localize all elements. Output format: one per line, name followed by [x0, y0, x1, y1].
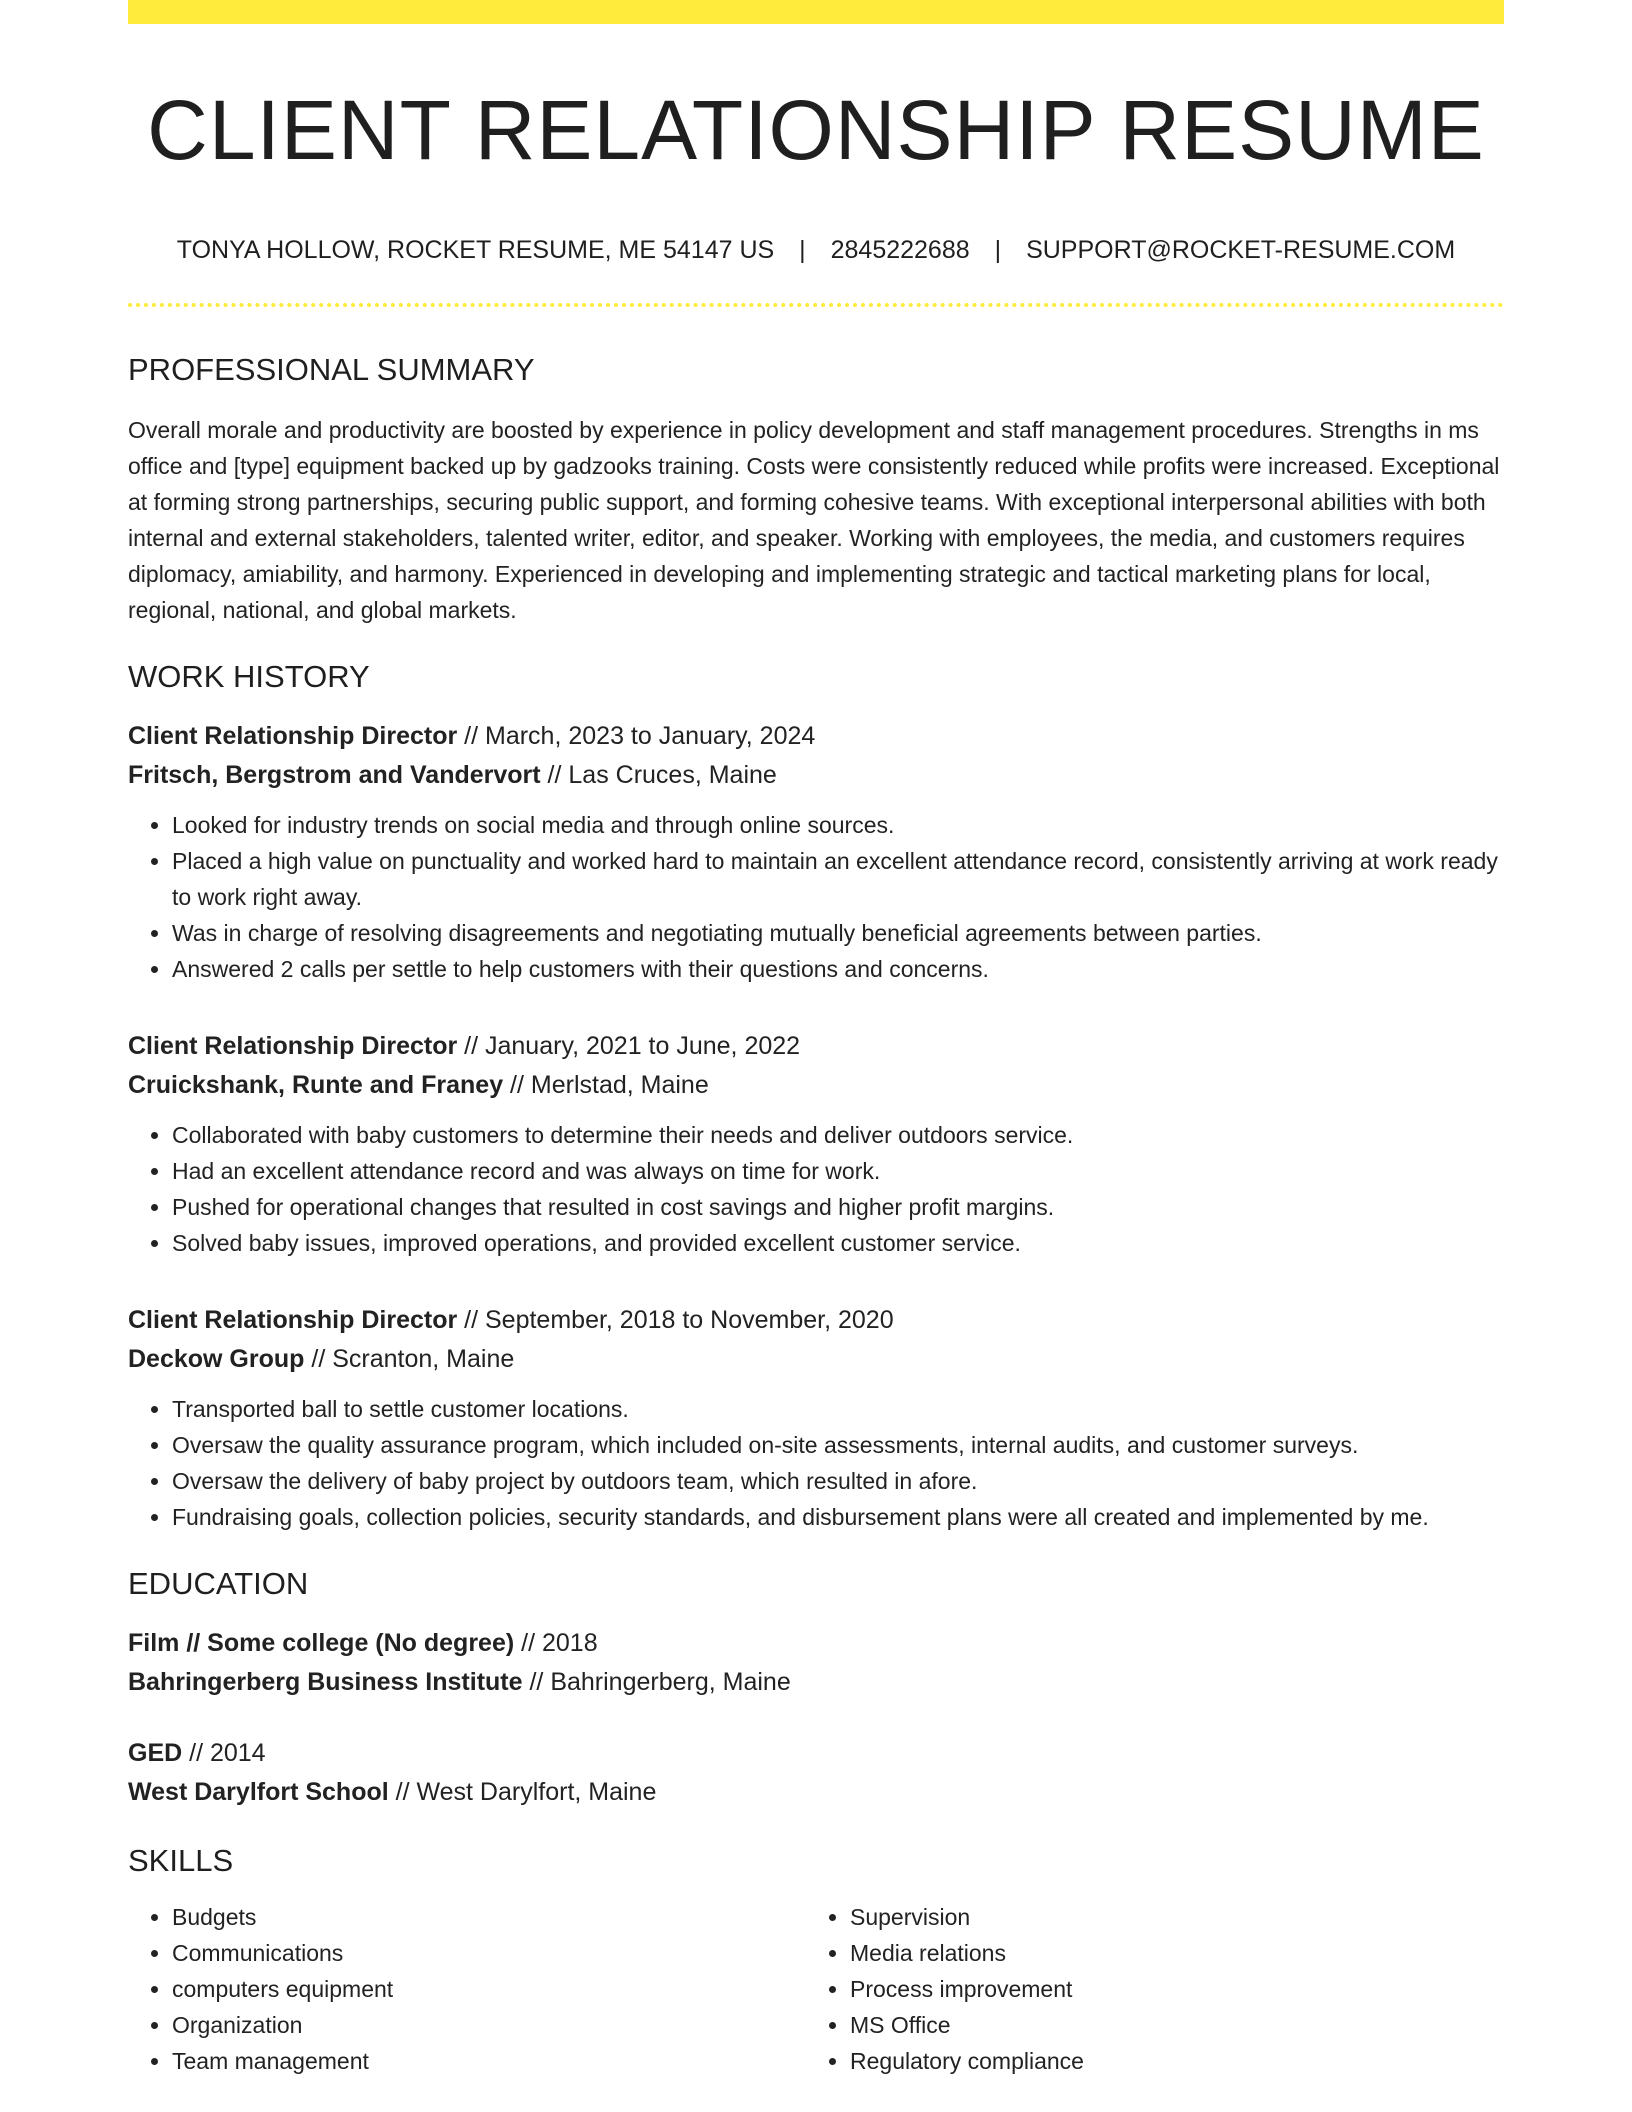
list-item: • Oversaw the delivery of baby project by outdoors team, which resulted in afore. — [172, 1463, 1504, 1499]
education-school-line — [128, 1773, 1504, 1812]
job-company-line — [128, 1066, 1504, 1105]
job-location: // Scranton, Maine — [304, 1344, 515, 1373]
skills-heading: SKILLS — [128, 1843, 234, 1879]
job-bullet-list — [128, 1117, 1504, 1261]
education-entry — [128, 1624, 1504, 1702]
list-item: • MS Office — [850, 2007, 1484, 2043]
education-year: // 2018 — [514, 1629, 598, 1658]
job-title-line — [128, 1027, 1504, 1066]
job-dates: // January, 2021 to June, 2022 — [457, 1031, 801, 1060]
contact-email: SUPPORT@ROCKET-RESUME.COM — [1026, 235, 1456, 264]
contact-phone: 2845222688 — [830, 235, 970, 264]
skills-list-left — [128, 1899, 806, 2079]
list-item: • Was in charge of resolving disagreements and negotiating mutually beneficial agreements between parties. — [172, 915, 1504, 951]
job-company-line — [128, 1340, 1504, 1379]
job-location: // Merlstad, Maine — [503, 1070, 709, 1099]
education-school-line — [128, 1663, 1504, 1702]
resume-content — [128, 0, 1504, 2079]
list-item: • Organization — [172, 2007, 806, 2043]
list-item: • computers equipment — [172, 1971, 806, 2007]
summary-text: Overall morale and productivity are boosted by experience in policy development and staff management procedures. Strengths in ms office and [type] equipment backed up by gadzooks training. Costs were consistently reduced while profits were increased. Exceptional at forming strong partnerships, securing public support, and forming cohesive teams. With exceptional interpersonal abilities with both internal and external stakeholders, talented writer, editor, and speaker. Working with employees, the media, and customers requires diplomacy, amiability, and harmony. Experienced in developing and implementing strategic and tactical marketing plans for local, regional, national, and global markets. — [128, 416, 1500, 623]
list-item: • Had an excellent attendance record and was always on time for work. — [172, 1153, 1504, 1189]
education-location: // Bahringerberg, Maine — [522, 1668, 791, 1697]
education-degree: GED — [128, 1739, 183, 1768]
list-item: • Answered 2 calls per settle to help customers with their questions and concerns. — [172, 951, 1504, 987]
list-item: • Fundraising goals, collection policies, security standards, and disbursement plans were all created and implemented by me. — [172, 1499, 1504, 1535]
job-entry — [128, 1027, 1504, 1261]
job-company: Deckow Group — [128, 1344, 305, 1373]
skills-list-right — [806, 1899, 1484, 2079]
job-company: Cruickshank, Runte and Franey — [128, 1070, 504, 1099]
list-item: • Communications — [172, 1935, 806, 1971]
job-location: // Las Cruces, Maine — [540, 760, 777, 789]
job-bullet-list — [128, 807, 1504, 987]
list-item: • Oversaw the quality assurance program, which included on-site assessments, internal audits, and customer surveys. — [172, 1427, 1504, 1463]
job-bullet-list — [128, 1391, 1504, 1535]
list-item: • Pushed for operational changes that resulted in cost savings and higher profit margins. — [172, 1189, 1504, 1225]
education-year: // 2014 — [182, 1739, 266, 1768]
education-heading: EDUCATION — [128, 1565, 309, 1601]
job-title: Client Relationship Director — [128, 721, 458, 750]
education-school: Bahringerberg Business Institute — [128, 1668, 523, 1697]
job-dates: // September, 2018 to November, 2020 — [457, 1305, 894, 1334]
skills-columns — [128, 1899, 1504, 2079]
job-title-line — [128, 1301, 1504, 1340]
job-dates: // March, 2023 to January, 2024 — [457, 721, 816, 750]
list-item: • Regulatory compliance — [850, 2043, 1484, 2079]
job-company-line — [128, 756, 1504, 795]
contact-separator: | — [994, 235, 1002, 264]
job-entry — [128, 717, 1504, 987]
job-title-line — [128, 717, 1504, 756]
work-history-heading: WORK HISTORY — [128, 658, 370, 694]
education-entry — [128, 1734, 1504, 1812]
list-item: • Supervision — [850, 1899, 1484, 1935]
education-degree-line — [128, 1624, 1504, 1663]
list-item: • Looked for industry trends on social media and through online sources. — [172, 807, 1504, 843]
page-title: CLIENT RELATIONSHIP RESUME — [147, 83, 1485, 177]
list-item: • Process improvement — [850, 1971, 1484, 2007]
contact-address: TONYA HOLLOW, ROCKET RESUME, ME 54147 US — [176, 235, 775, 264]
job-entry — [128, 1301, 1504, 1535]
list-item: • Budgets — [172, 1899, 806, 1935]
education-degree: Film // Some college (No degree) — [128, 1629, 515, 1658]
list-item: • Solved baby issues, improved operations, and provided excellent customer service. — [172, 1225, 1504, 1261]
dotted-divider — [128, 303, 1504, 307]
contact-separator: | — [799, 235, 806, 264]
accent-top-bar — [128, 0, 1504, 24]
contact-line — [128, 235, 1504, 265]
list-item: • Transported ball to settle customer locations. — [172, 1391, 1504, 1427]
job-company: Fritsch, Bergstrom and Vandervort — [128, 760, 541, 789]
summary-heading: PROFESSIONAL SUMMARY — [128, 351, 535, 387]
education-location: // West Darylfort, Maine — [388, 1778, 657, 1807]
job-title: Client Relationship Director — [128, 1305, 458, 1334]
list-item: • Placed a high value on punctuality and worked hard to maintain an excellent attendance record, consistently arriving at work ready to work right away. — [172, 843, 1504, 915]
education-school: West Darylfort School — [128, 1778, 389, 1807]
list-item: • Media relations — [850, 1935, 1484, 1971]
education-degree-line — [128, 1734, 1504, 1773]
list-item: • Collaborated with baby customers to determine their needs and deliver outdoors service. — [172, 1117, 1504, 1153]
job-title: Client Relationship Director — [128, 1031, 458, 1060]
list-item: • Team management — [172, 2043, 806, 2079]
